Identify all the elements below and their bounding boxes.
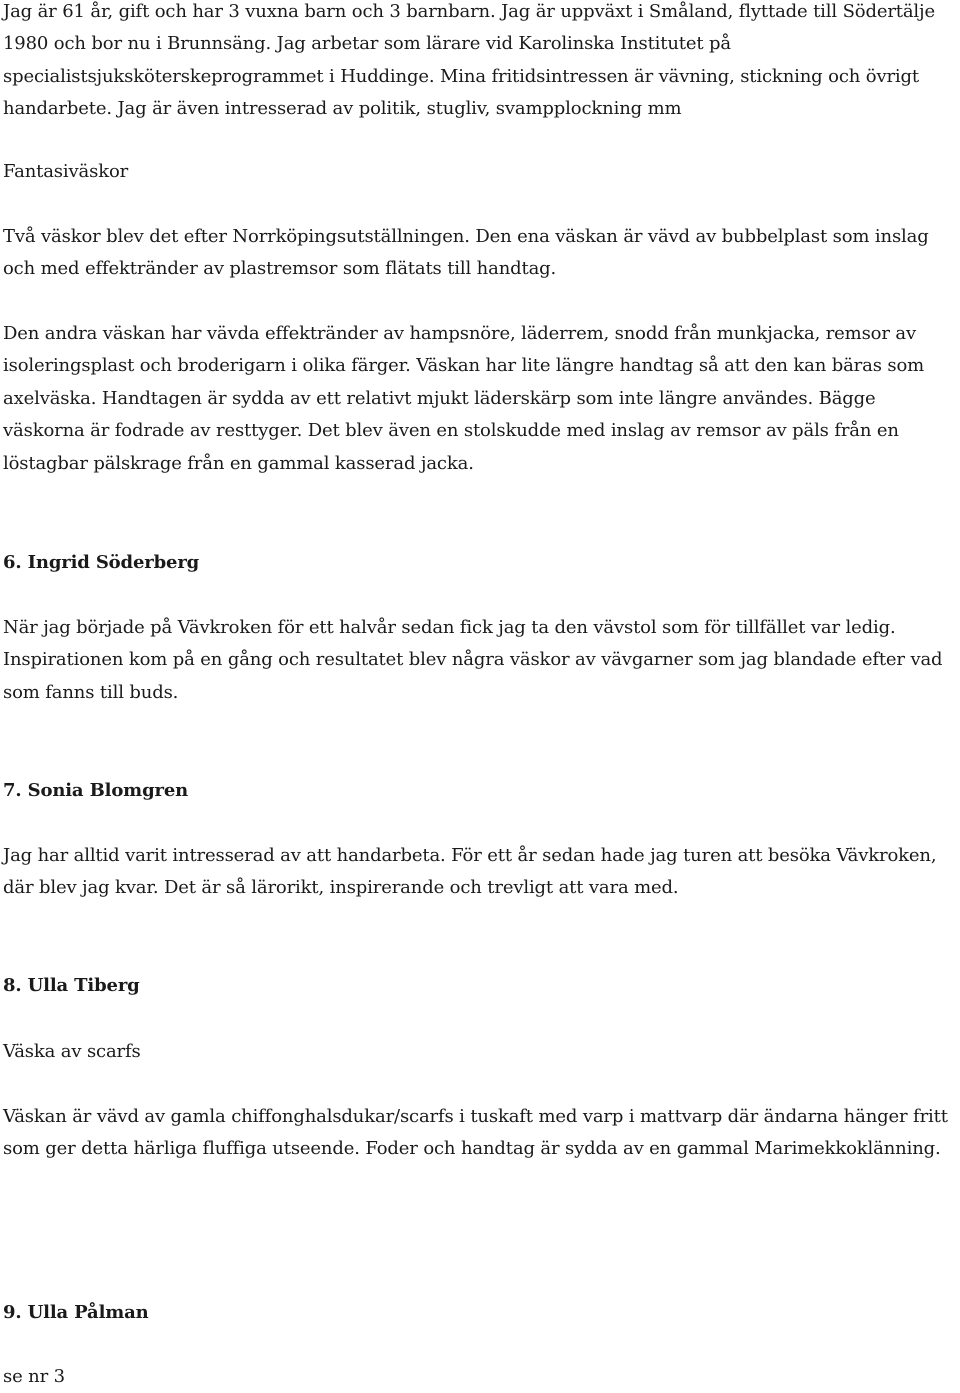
heading-ulla-palman: 9. Ulla Pålman <box>3 1302 149 1323</box>
section-title-fantasivaskor: Fantasiväskor <box>3 161 129 182</box>
ulla-palman-paragraph: se nr 3 <box>3 1366 65 1387</box>
heading-ulla-tiberg: 8. Ulla Tiberg <box>3 975 140 996</box>
sonia-blomgren-paragraph: Jag har alltid varit intresserad av att handarbeta. För ett år sedan hade jag turen att besöka Vävkroken, där blev jag kvar. Det är så lärorikt, inspirerande och trevligt att vara med. <box>3 845 937 899</box>
fantasivaskor-paragraph-2: Den andra väskan har vävda effektränder av hampsnöre, läderrem, snodd från munkjacka, remsor av isoleringsplast och broderigarn i olika färger. Väskan har lite längre handtag så att den kan bäras som axelväska. Handtagen är sydda av ett relativt mjukt läderskärp som inte längre användes. Bägge väskorna är fodrade av resttyger. Det blev även en stolskudde med inslag av remsor av päls från en löstagbar pälskrage från en gammal kasserad jacka. <box>3 323 925 474</box>
intro-paragraph: Jag är 61 år, gift och har 3 vuxna barn och 3 barnbarn. Jag är uppväxt i Småland, flyttade till Södertälje 1980 och bor nu i Brunnsäng. Jag arbetar som lärare vid Karolinska Institutet på specialistsjuksköterskeprogrammet i Huddinge. Mina fritidsintressen är vävning, stickning och övrigt handarbete. Jag är även intresserad av politik, stugliv, svampplockning mm <box>3 1 935 120</box>
ulla-tiberg-paragraph: Väskan är vävd av gamla chiffonghalsdukar/scarfs i tuskaft med varp i mattvarp där ändarna hänger fritt som ger detta härliga fluffiga utseende. Foder och handtag är sydda av en gammal Marimekkoklänning. <box>3 1106 948 1160</box>
ingrid-soderberg-paragraph: När jag började på Vävkroken för ett halvår sedan fick jag ta den vävstol som för tillfället var ledig. Inspirationen kom på en gång och resultatet blev några väskor av vävgarner som jag blandade efter vad som fanns till buds. <box>3 617 943 703</box>
ulla-tiberg-subtitle: Väska av scarfs <box>3 1041 141 1062</box>
heading-sonia-blomgren: 7. Sonia Blomgren <box>3 780 189 801</box>
fantasivaskor-paragraph-1: Två väskor blev det efter Norrköpingsutställningen. Den ena väskan är vävd av bubbelplast som inslag och med effektränder av plastremsor som flätats till handtag. <box>3 226 929 280</box>
heading-ingrid-soderberg: 6. Ingrid Söderberg <box>3 552 200 573</box>
